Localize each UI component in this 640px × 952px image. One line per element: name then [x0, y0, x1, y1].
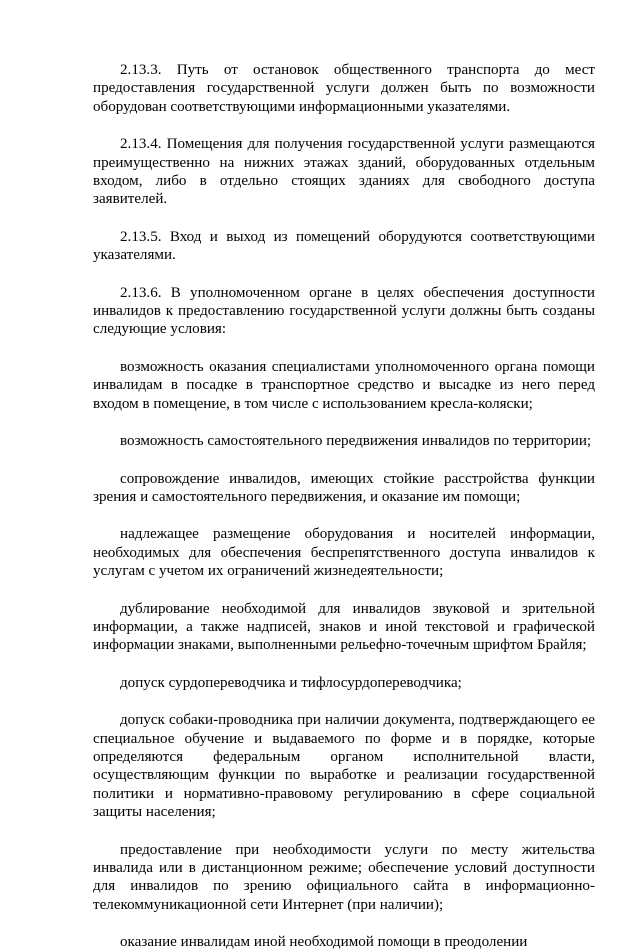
condition-guide-dog: допуск собаки-проводника при наличии документа, подтверждающего ее специальное обучение и выдаваемого по форме и в порядке, которые определяются федеральным органом исполнительной власти, осуществляющим функции по выработке и реализации государственной политики и нормативно-правовому регулированию в сфере социальной защиты населения; [93, 712, 595, 821]
paragraph-2-13-4: 2.13.4. Помещения для получения государственной услуги размещаются преимущественно на нижних этажах зданий, оборудованных отдельным входом, либо в отдельно стоящих зданиях для свободного доступа заявителей. [93, 136, 595, 208]
condition-independent-movement: возможность самостоятельного передвижения инвалидов по территории; [120, 433, 592, 450]
paragraph-2-13-6: 2.13.6. В уполномоченном органе в целях обеспечения доступности инвалидов к предоставлению государственной услуги должны быть созданы следующие условия: [93, 284, 595, 338]
condition-boarding-assistance: возможность оказания специалистами уполномоченного органа помощи инвалидам в посадке в транспортное средство и высадке из него перед входом в помещение, в том числе с использованием кресла-коляски; [93, 358, 595, 412]
condition-escort: сопровождение инвалидов, имеющих стойкие расстройства функции зрения и самостоятельного передвижения, и оказание им помощи; [93, 470, 595, 505]
condition-equipment-placement: надлежащее размещение оборудования и носителей информации, необходимых для обеспечения беспрепятственного доступа инвалидов к услугам с учетом их ограничений жизнедеятельности; [93, 526, 595, 580]
paragraph-2-13-5: 2.13.5. Вход и выход из помещений оборудуются соответствующими указателями. [93, 228, 595, 264]
paragraph-2-13-3: 2.13.3. Путь от остановок общественного транспорта до мест предоставления государственной услуги должен быть по возможности оборудован соответствующими информационными указателями. [93, 62, 595, 115]
condition-sign-interpreter: допуск сурдопереводчика и тифлосурдопереводчика; [120, 674, 462, 691]
condition-remote-service: предоставление при необходимости услуги по месту жительства инвалида или в дистанционном режиме; обеспечение условий доступности для инвалидов по зрению официального сайта в информационно-телекоммуникационной сети Интернет (при наличии); [93, 841, 595, 913]
condition-other-assistance: оказание инвалидам иной необходимой помощи в преодолении [120, 934, 528, 951]
condition-braille-duplication: дублирование необходимой для инвалидов звуковой и зрительной информации, а также надписей, знаков и иной текстовой и графической информации знаками, выполненными рельефно-точечным шрифтом Брайля; [93, 600, 595, 654]
